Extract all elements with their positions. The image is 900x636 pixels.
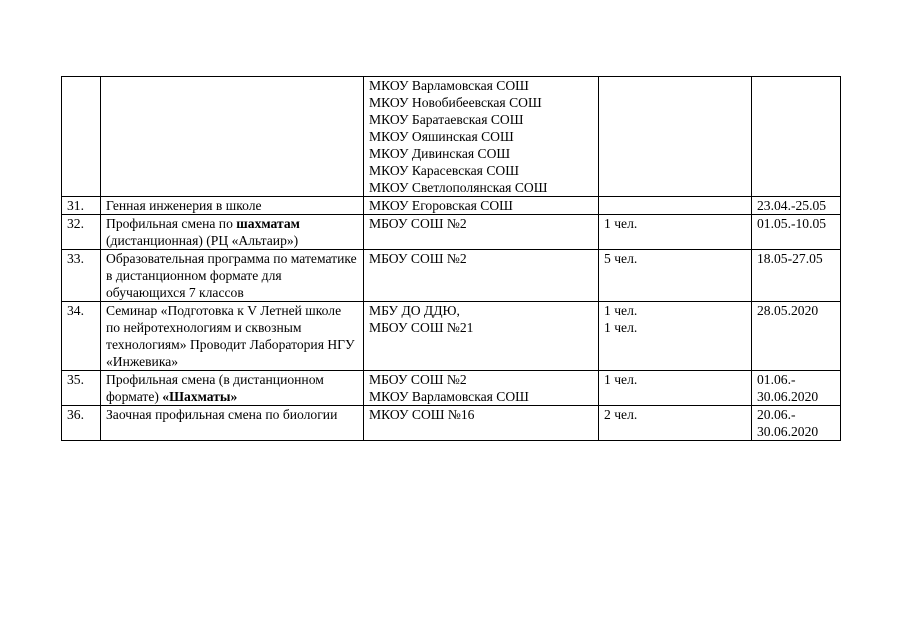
cell-number: 35. [62,371,101,406]
school-line: МБОУ СОШ №21 [369,320,474,335]
participants-line: 2 чел. [604,407,638,422]
cell-dates [752,371,841,406]
school-line: МБОУ СОШ №2 [369,372,467,387]
event-title-part: Семинар «Подготовка к V Летней школе по нейротехнологиям и сквозным технологиям» Проводит Лаборатория НГУ «Инжевика» [106,303,355,369]
cell-schools [364,215,599,250]
table-row-continuation [62,77,841,197]
table-row [62,302,841,371]
school-line: МКОУ Баратаевская СОШ [369,112,524,127]
school-line: МБОУ СОШ №2 [369,251,467,266]
cell-dates [752,406,841,441]
participants-line: 1 чел. [604,372,638,387]
cell-number: 34. [62,302,101,371]
cell-schools [364,197,599,215]
date-line: 20.06.- [757,407,796,422]
event-title-bold: «Шахматы» [162,389,238,404]
school-line: МКОУ Егоровская СОШ [369,198,513,213]
table-row [62,406,841,441]
cell-event [101,215,364,250]
cell-participants [599,77,752,197]
cell-event [101,77,364,197]
event-title-bold: шахматам [236,216,300,231]
cell-participants [599,371,752,406]
participants-line: 1 чел. [604,216,638,231]
cell-participants [599,215,752,250]
cell-event [101,302,364,371]
event-title-part: Заочная профильная смена по биологии [106,407,338,422]
cell-dates [752,302,841,371]
school-line: МКОУ Новобибеевская СОШ [369,95,542,110]
date-line: 30.06.2020 [757,389,819,404]
events-table [61,76,841,441]
event-title-part: Генная инженерия в школе [106,198,262,213]
cell-participants [599,406,752,441]
date-line: 30.06.2020 [757,424,819,439]
participants-line: 5 чел. [604,251,638,266]
school-line: МКОУ СОШ №16 [369,407,475,422]
cell-schools [364,406,599,441]
cell-number: 31. [62,197,101,215]
event-title [106,371,358,405]
event-title [106,215,358,249]
cell-number: 33. [62,250,101,302]
date-line: 18.05-27.05 [757,251,823,266]
event-title [106,302,358,370]
cell-event [101,197,364,215]
school-line: МКОУ Светлополянская СОШ [369,180,548,195]
event-title-part: Профильная смена по [106,216,237,231]
cell-event [101,406,364,441]
event-title-part: Профильная смена (в дистанционном формате) [106,372,324,404]
cell-dates [752,215,841,250]
date-line: 23.04.-25.05 [757,198,827,213]
school-line: МКОУ Варламовская СОШ [369,78,529,93]
cell-participants [599,197,752,215]
participants-line: 1 чел. [604,303,638,318]
school-line: МКОУ Ояшинская СОШ [369,129,514,144]
table-row [62,371,841,406]
cell-event [101,250,364,302]
cell-participants [599,302,752,371]
participants-line: 1 чел. [604,320,638,335]
school-line: МБОУ СОШ №2 [369,216,467,231]
cell-number [62,77,101,197]
event-title-part: (дистанционная) (РЦ «Альтаир») [106,233,299,248]
event-title [106,197,358,214]
cell-event [101,371,364,406]
cell-schools [364,77,599,197]
event-title [106,406,358,423]
cell-number: 32. [62,215,101,250]
date-line: 01.06.- [757,372,796,387]
cell-dates [752,197,841,215]
table-row [62,197,841,215]
cell-participants [599,250,752,302]
table-row [62,250,841,302]
table-row [62,215,841,250]
cell-schools [364,302,599,371]
date-line: 28.05.2020 [757,303,819,318]
cell-dates [752,77,841,197]
school-line: МКОУ Дивинская СОШ [369,146,511,161]
school-line: МБУ ДО ДДЮ, [369,303,460,318]
cell-dates [752,250,841,302]
date-line: 01.05.-10.05 [757,216,827,231]
cell-number: 36. [62,406,101,441]
school-line: МКОУ Варламовская СОШ [369,389,529,404]
school-line: МКОУ Карасевская СОШ [369,163,519,178]
event-title [106,250,358,301]
cell-schools [364,250,599,302]
cell-schools [364,371,599,406]
event-title-part: Образовательная программа по математике в дистанционном формате для обучающихся 7 классов [106,251,357,300]
